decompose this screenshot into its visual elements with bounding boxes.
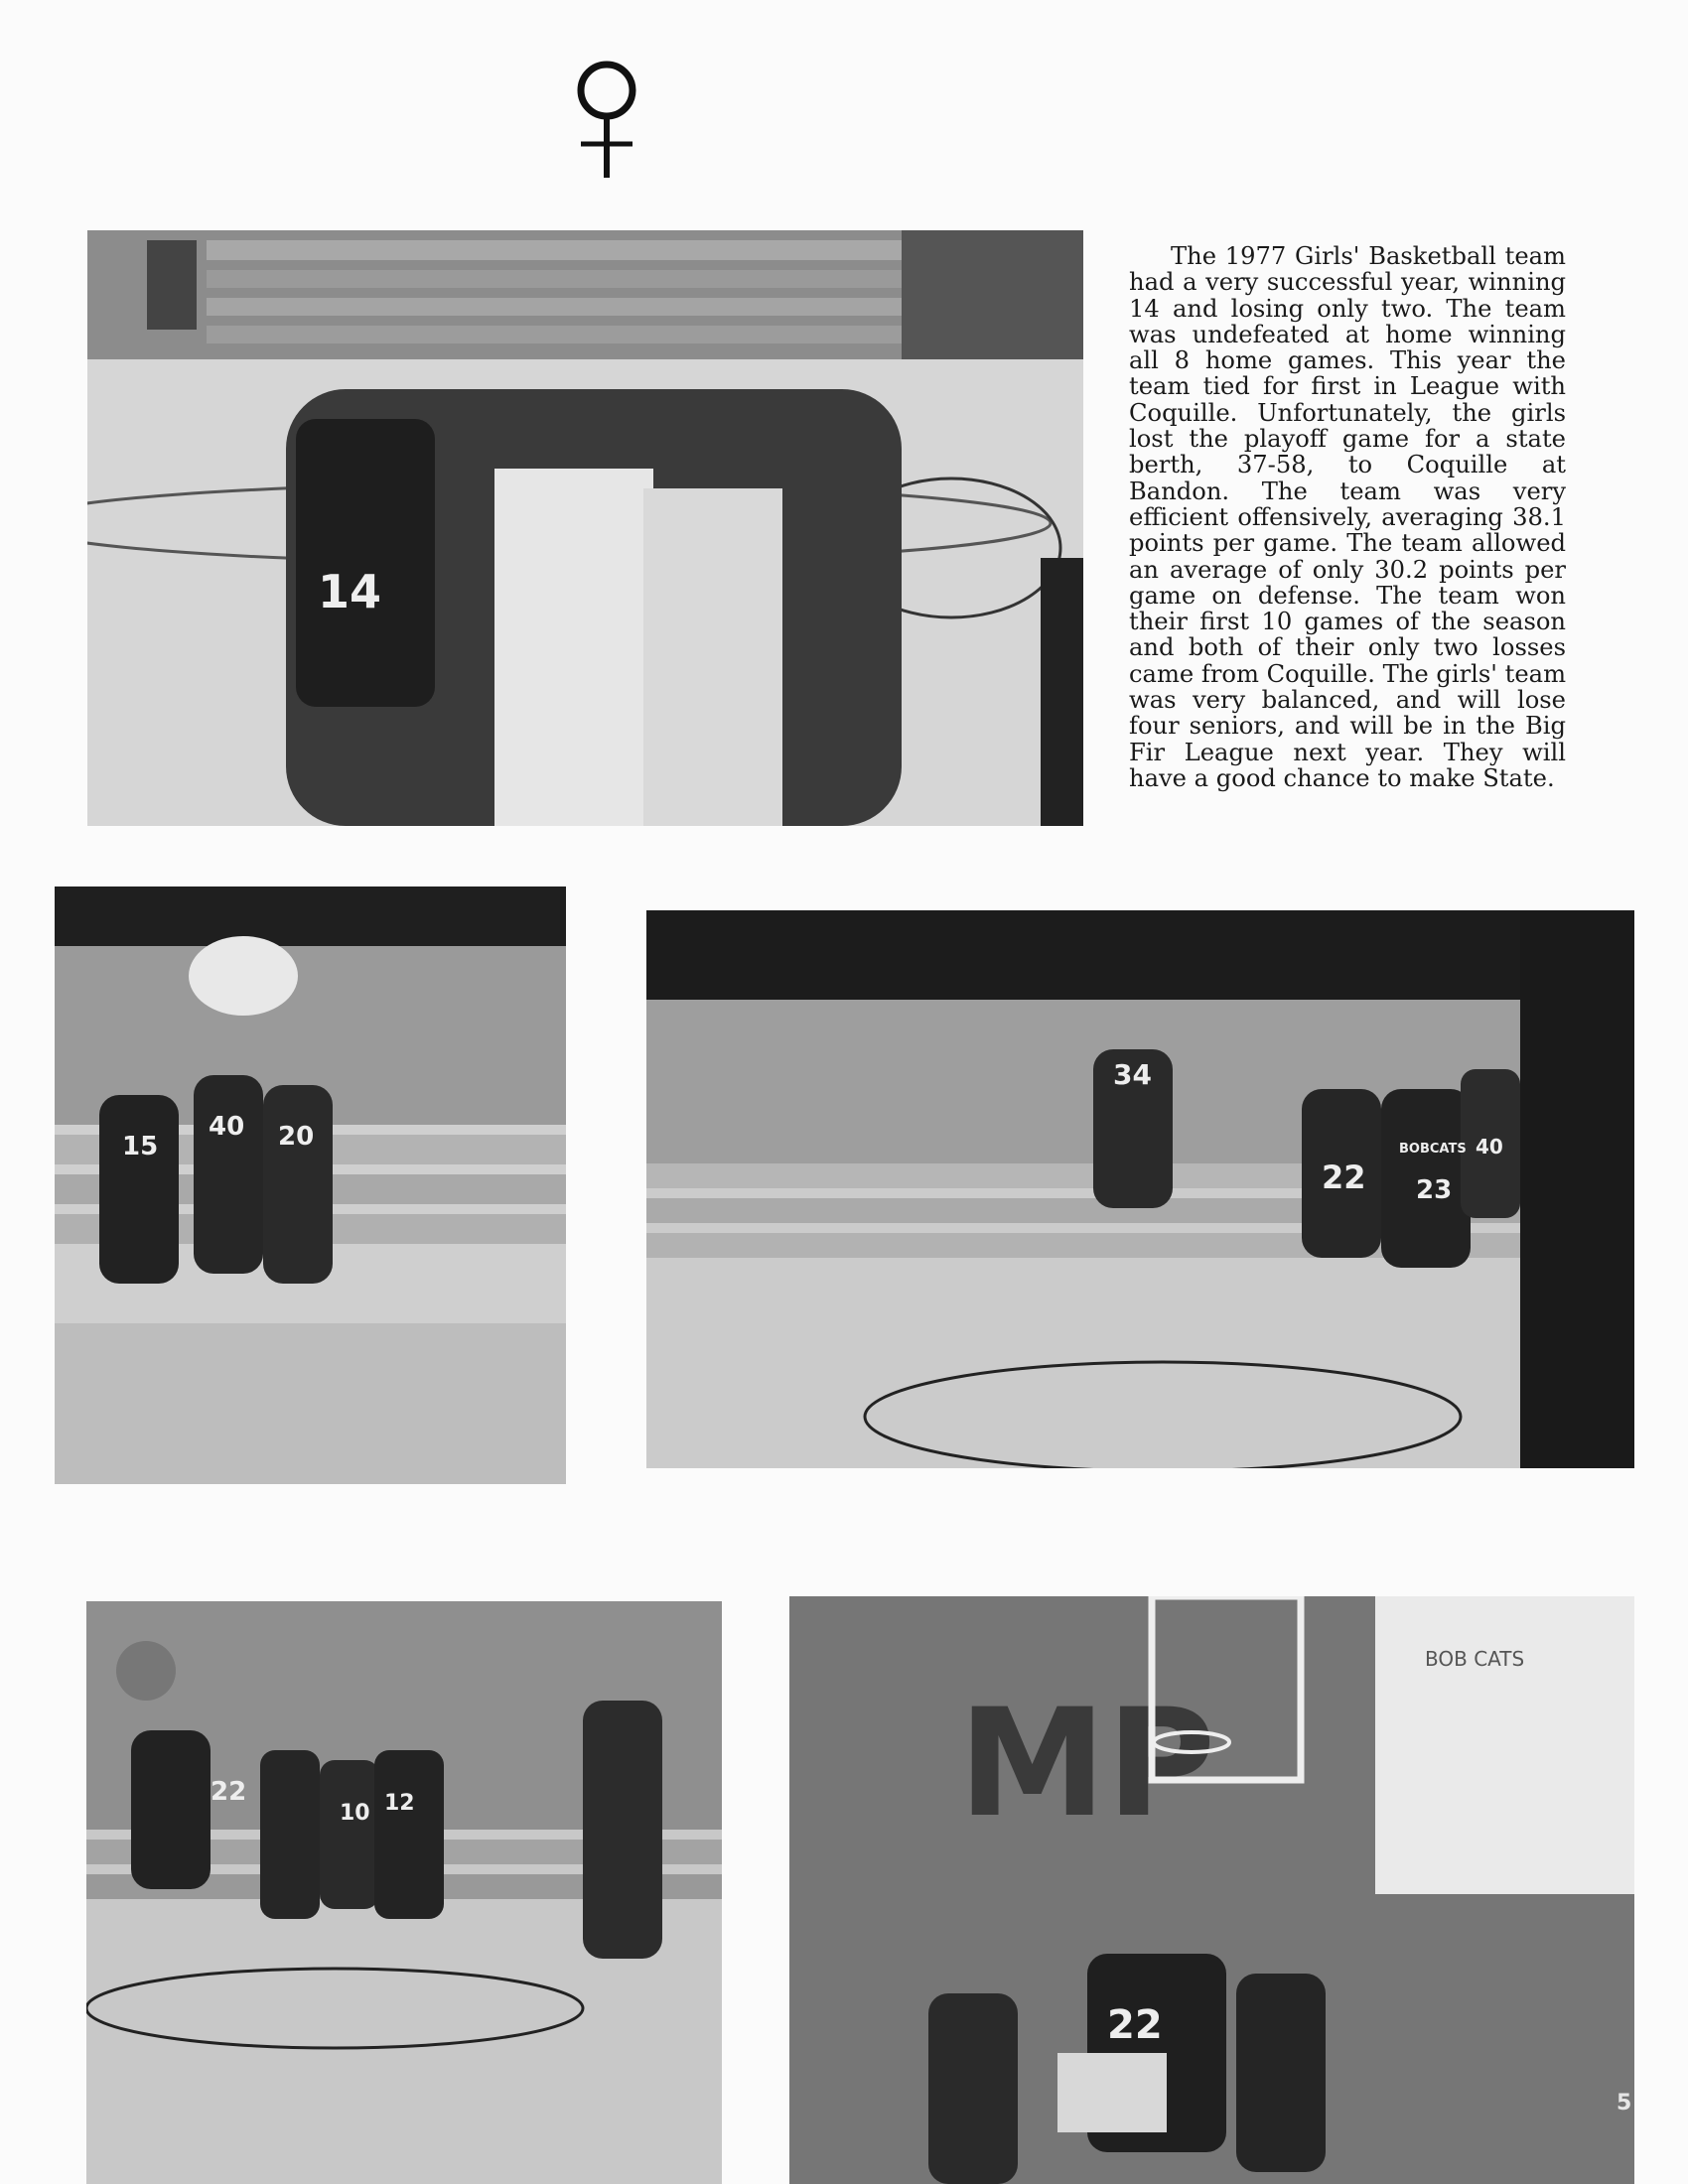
jump-ball-photo bbox=[646, 910, 1634, 1468]
huddle-photo bbox=[87, 230, 1083, 826]
jump-ball-team-text: BOBCATS bbox=[1399, 1142, 1467, 1157]
jump-ball-jersey-number: 22 bbox=[1322, 1159, 1366, 1196]
huddle-jersey-number: 14 bbox=[318, 565, 382, 618]
shot-photo bbox=[86, 1601, 722, 2184]
gym-wall-letters: MP bbox=[958, 1678, 1216, 1850]
rebound-jersey-number: 20 bbox=[278, 1122, 315, 1152]
rebound-jersey-number: 40 bbox=[209, 1112, 245, 1142]
rebound-jersey-number: 15 bbox=[122, 1132, 159, 1161]
page-number: 5 bbox=[1617, 2091, 1632, 2116]
jump-ball-jersey-number: 23 bbox=[1416, 1175, 1453, 1205]
jump-ball-jersey-number: 34 bbox=[1113, 1058, 1152, 1091]
shot-jersey-number: 12 bbox=[384, 1791, 415, 1816]
article-text: The 1977 Girls' Basketball team had a very successful year, winning 14 and losing only two. The team was undefeated at home winning all 8 home games. This year the team tied for first in League with Coquille. Unfortunately, the girls lost the playoff game for a state berth, 37-58, to Coquille at Bandon. The team was very efficient offensively, averaging 38.1 points per game. The team allowed an average of only 30.2 points per game on defense. The team won their first 10 games of the season and both of their only two losses came from Coquille. The girls' team was very balanced, and will lose four seniors, and will be in the Big Fir League next year. They will have a good chance to make State. bbox=[1129, 242, 1567, 792]
gym-photo bbox=[789, 1596, 1634, 2184]
jump-ball-jersey-number: 40 bbox=[1476, 1135, 1503, 1159]
gym-jersey-number: 22 bbox=[1107, 2002, 1163, 2048]
gym-banner-text: BOB CATS bbox=[1425, 1647, 1525, 1671]
rebound-photo bbox=[55, 887, 566, 1484]
shot-jersey-number: 22 bbox=[211, 1777, 247, 1807]
shot-jersey-number: 10 bbox=[340, 1801, 370, 1826]
female-symbol-icon bbox=[567, 55, 646, 182]
